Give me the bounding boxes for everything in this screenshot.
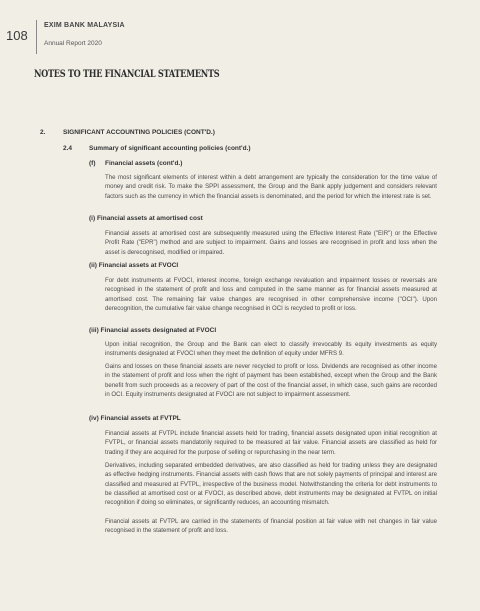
paragraph-iii-1: Upon initial recognition, the Group and the Bank can elect to classify irrevocably its equity investments as equity instruments designated at FVOCI when they meet the definition of equity under MFRS 9.	[105, 341, 437, 358]
section-heading: NOTES TO THE FINANCIAL STATEMENTS	[34, 68, 220, 80]
sub-title: Summary of significant accounting policies (cont'd.)	[89, 145, 251, 152]
bank-name: EXIM BANK MALAYSIA	[44, 22, 125, 29]
note-number: 2.	[40, 129, 46, 136]
intro-paragraph: The most significant elements of interest within a debt arrangement are typically the consideration for the time value of money and credit risk. To make the SPPI assessment, the Group and the Bank apply judgement and considers relevant factors such as the currency in which the financial assets is denominated, and the period for which the interest rate is set.	[105, 174, 437, 200]
page-number: 108	[6, 28, 28, 43]
section-heading-ii: (ii) Financial assets at FVOCI	[89, 262, 179, 269]
report-title: Annual Report 2020	[44, 40, 102, 47]
paragraph-ii-1: For debt instruments at FVOCI, interest income, foreign exchange revaluation and impairment losses or reversals are recognised in the statement of profit and loss and computed in the same manner as for financial assets measured at amortised cost. The remaining fair value changes are recognised in other comprehensive income ("OCI"). Upon derecognition, the cumulative fair value change recognised in OCI is recycled to profit or loss.	[105, 277, 437, 312]
item-label: (f)	[89, 160, 96, 167]
item-title: Financial assets (cont'd.)	[105, 160, 183, 167]
paragraph-iv-3: Financial assets at FVTPL are carried in the statements of financial position at fair value with net changes in fair value recognised in the statement of profit and loss.	[105, 518, 437, 535]
header-divider	[36, 20, 37, 54]
paragraph-iv-1: Financial assets at FVTPL include financial assets held for trading, financial assets designated upon initial recognition at FVTPL, or financial assets mandatorily required to be measured at fair value. Financial assets are classified as held for trading if they are acquired for the purpose of selling or repurchasing in the near term.	[105, 430, 437, 456]
section-heading-iii: (iii) Financial assets designated at FVOCI	[89, 327, 217, 334]
section-heading-iv: (iv) Financial assets at FVTPL	[89, 415, 181, 422]
note-title: SIGNIFICANT ACCOUNTING POLICIES (CONT'D.)	[63, 129, 215, 136]
sub-number: 2.4	[63, 145, 73, 152]
paragraph-iii-2: Gains and losses on these financial assets are never recycled to profit or loss. Dividends are recognised as other income in the statement of profit and loss when the right of payment has been established, except when the Group and the Bank benefit from such proceeds as a recovery of part of the cost of the financial asset, in which case, such gains are recorded in OCI. Equity instruments designated at FVOCI are not subject to impairment assessment.	[105, 363, 437, 398]
section-heading-i: (i) Financial assets at amortised cost	[89, 215, 203, 222]
paragraph-i-1: Financial assets at amortised cost are subsequently measured using the Effective Interest Rate ("EIR") or the Effective Profit Rate ("EPR") method and are subject to impairment. Gains and losses are recognised in profit and loss when the asset is derecognised, modified or impaired.	[105, 230, 437, 256]
paragraph-iv-2: Derivatives, including separated embedded derivatives, are also classified as held for trading unless they are designated as effective hedging instruments. Financial assets with cash flows that are not solely payments of principal and interest are classified and measured at FVTPL, irrespective of the business model. Notwithstanding the criteria for debt instruments to be classified at amortised cost or at FVOCI, as described above, debt instruments may be designated at FVTPL on initial recognition if doing so eliminates, or significantly reduces, an accounting mismatch.	[105, 462, 437, 507]
